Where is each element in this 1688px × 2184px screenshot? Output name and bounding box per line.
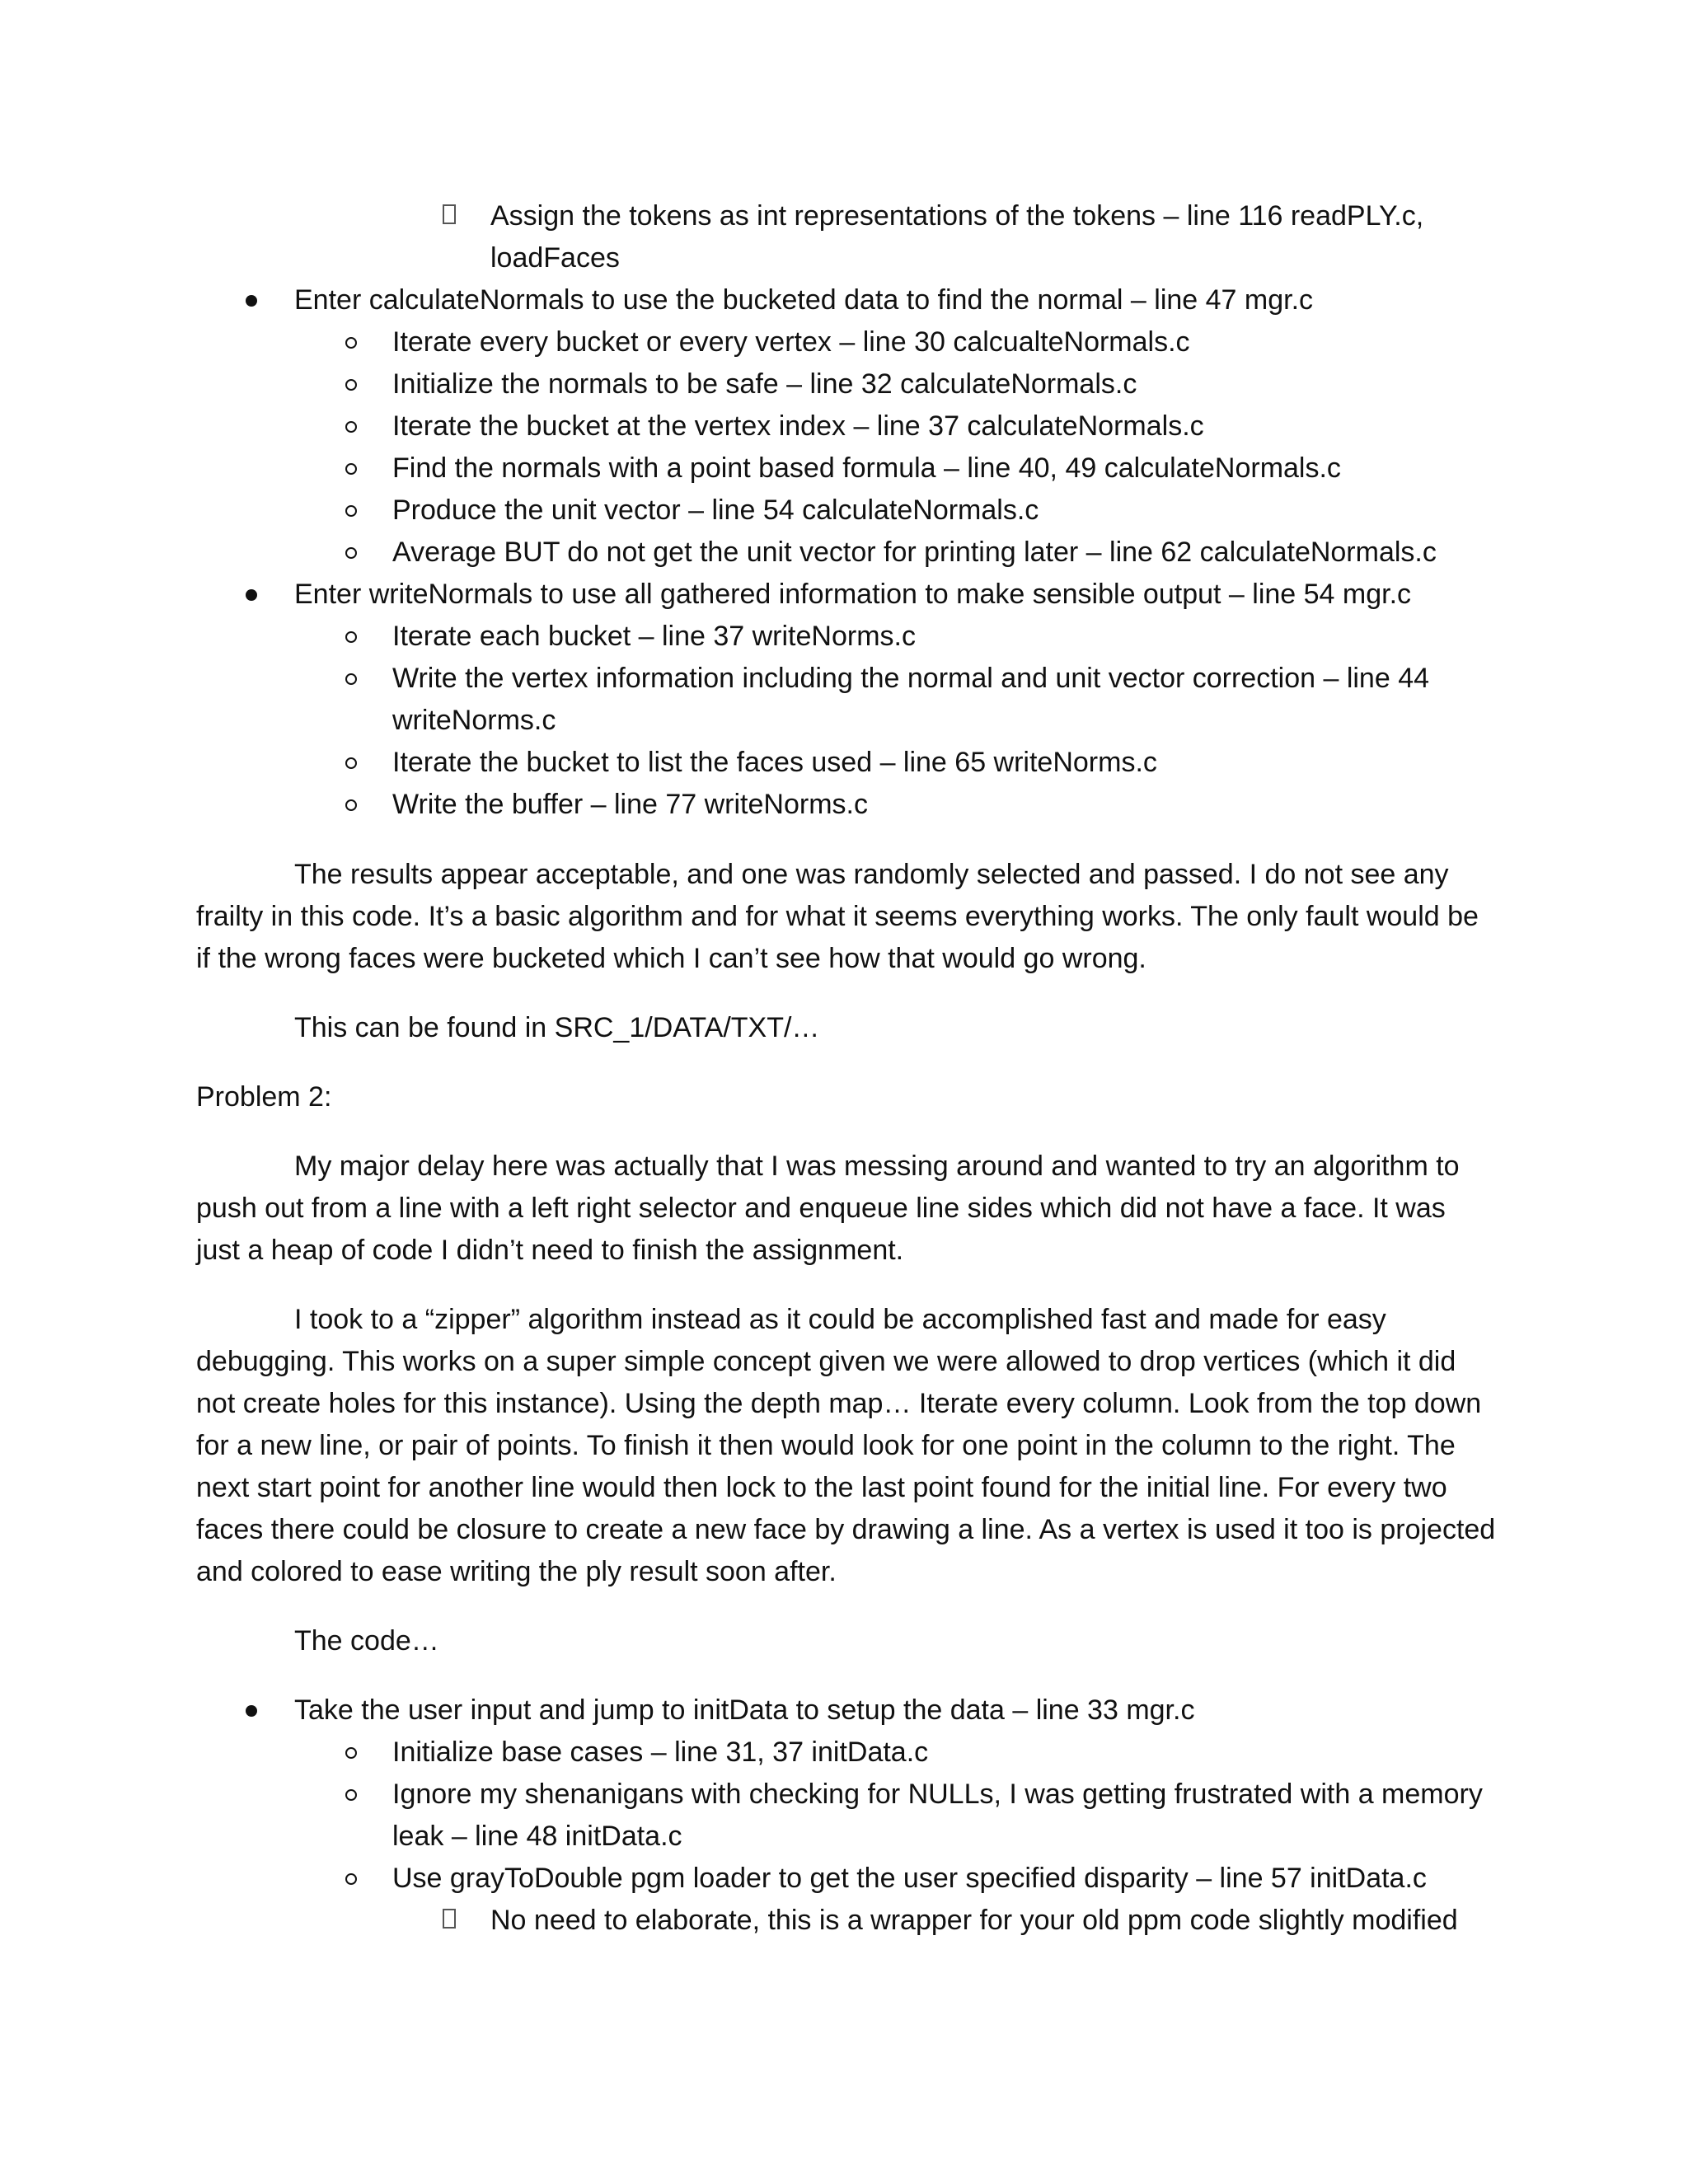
paragraph-line: I took to a “zipper” algorithm instead as it could be accomplished fast and made for easy xyxy=(294,1304,1386,1335)
list-item-text: No need to elaborate, this is a wrapper for your old ppm code slightly modified xyxy=(490,1905,1458,1936)
list-item-text: Write the vertex information including the normal and unit vector correction – line 44 xyxy=(392,663,1430,694)
paragraph-line: not create holes for this instance). Using the depth map… Iterate every column. Look from the top down xyxy=(196,1388,1482,1419)
list-item-text: Iterate the bucket at the vertex index – line 37 calculateNormals.c xyxy=(392,410,1204,442)
circle-bullet-icon xyxy=(345,337,357,349)
square-bullet-icon xyxy=(443,204,456,224)
circle-bullet-icon xyxy=(345,631,357,643)
paragraph-line: for a new line, or pair of points. To finish it then would look for one point in the column to the right. The xyxy=(196,1430,1456,1461)
circle-bullet-icon xyxy=(345,757,357,769)
list-item-text-continued: writeNorms.c xyxy=(392,705,556,736)
paragraph-line: if the wrong faces were bucketed which I can’t see how that would go wrong. xyxy=(196,943,1146,974)
paragraph-line: push out from a line with a left right selector and enqueue line sides which did not have a face. It was xyxy=(196,1193,1446,1224)
paragraph-line: debugging. This works on a super simple concept given we were allowed to drop vertices (which it did xyxy=(196,1346,1456,1377)
circle-bullet-icon xyxy=(345,673,357,685)
paragraph-line: This can be found in SRC_1/DATA/TXT/… xyxy=(294,1012,820,1043)
paragraph-line: The results appear acceptable, and one was randomly selected and passed. I do not see any xyxy=(294,859,1449,890)
dot-bullet-icon xyxy=(246,589,257,601)
square-bullet-icon xyxy=(443,1909,456,1929)
circle-bullet-icon xyxy=(345,505,357,517)
list-item-text: Initialize base cases – line 31, 37 initData.c xyxy=(392,1736,929,1768)
list-item-text: Iterate every bucket or every vertex – line 30 calcualteNormals.c xyxy=(392,326,1190,358)
circle-bullet-icon xyxy=(345,1747,357,1759)
list-item-text-continued: loadFaces xyxy=(490,242,620,274)
list-item-text: Iterate the bucket to list the faces used – line 65 writeNorms.c xyxy=(392,747,1157,778)
dot-bullet-icon xyxy=(246,295,257,307)
list-item-text: Produce the unit vector – line 54 calculateNormals.c xyxy=(392,494,1039,526)
list-item-text-continued: leak – line 48 initData.c xyxy=(392,1821,682,1852)
list-item-text: Use grayToDouble pgm loader to get the user specified disparity – line 57 initData.c xyxy=(392,1863,1427,1894)
circle-bullet-icon xyxy=(345,379,357,391)
list-item-text: Find the normals with a point based formula – line 40, 49 calculateNormals.c xyxy=(392,452,1341,484)
list-item-text: Write the buffer – line 77 writeNorms.c xyxy=(392,789,868,820)
list-item-text: Ignore my shenanigans with checking for NULLs, I was getting frustrated with a memory xyxy=(392,1779,1483,1810)
paragraph-line: My major delay here was actually that I was messing around and wanted to try an algorithm to xyxy=(294,1151,1460,1182)
list-item-text: Enter writeNormals to use all gathered information to make sensible output – line 54 mgr.c xyxy=(294,579,1412,610)
dot-bullet-icon xyxy=(246,1705,257,1717)
list-item-text: Enter calculateNormals to use the bucketed data to find the normal – line 47 mgr.c xyxy=(294,284,1314,316)
circle-bullet-icon xyxy=(345,799,357,811)
circle-bullet-icon xyxy=(345,1789,357,1801)
list-item-text: Initialize the normals to be safe – line 32 calculateNormals.c xyxy=(392,368,1137,400)
list-item-text: Take the user input and jump to initData to setup the data – line 33 mgr.c xyxy=(294,1694,1195,1726)
circle-bullet-icon xyxy=(345,547,357,559)
circle-bullet-icon xyxy=(345,421,357,433)
paragraph-line: The code… xyxy=(294,1625,439,1657)
circle-bullet-icon xyxy=(345,463,357,475)
paragraph-line: next start point for another line would then lock to the last point found for the initial line. For every two xyxy=(196,1472,1447,1503)
list-item-text: Iterate each bucket – line 37 writeNorms.c xyxy=(392,621,916,652)
section-heading: Problem 2: xyxy=(196,1081,332,1113)
paragraph-line: frailty in this code. It’s a basic algorithm and for what it seems everything works. The only fault would be xyxy=(196,901,1479,932)
circle-bullet-icon xyxy=(345,1873,357,1885)
list-item-text: Assign the tokens as int representations of the tokens – line 116 readPLY.c, xyxy=(490,200,1424,232)
paragraph-line: faces there could be closure to create a new face by drawing a line. As a vertex is used it too is projected xyxy=(196,1514,1496,1545)
paragraph-line: just a heap of code I didn’t need to finish the assignment. xyxy=(196,1235,904,1266)
list-item-text: Average BUT do not get the unit vector for printing later – line 62 calculateNormals.c xyxy=(392,537,1437,568)
paragraph-line: and colored to ease writing the ply result soon after. xyxy=(196,1556,837,1587)
